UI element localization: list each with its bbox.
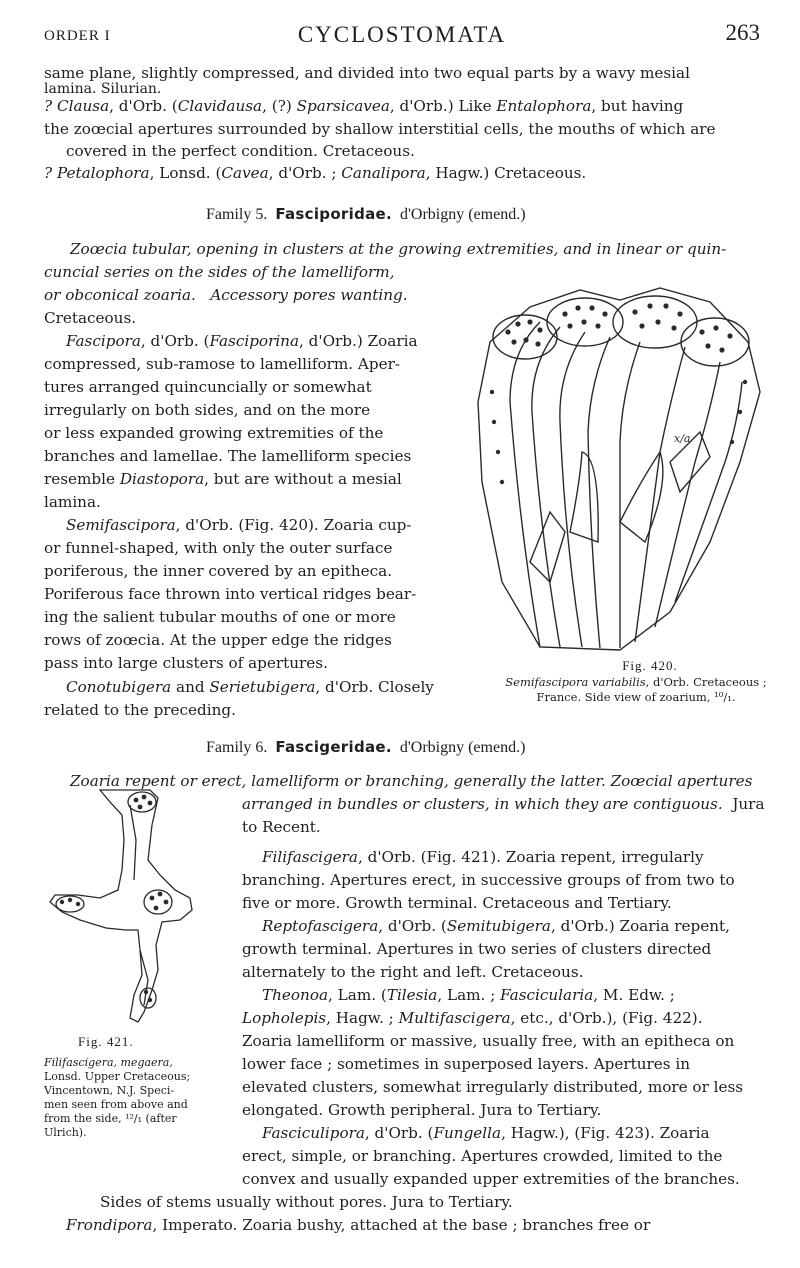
family-diagnosis: cuncial series on the sides of the lamelliform, xyxy=(44,263,395,281)
running-header xyxy=(44,16,760,52)
figure-marker: x/a xyxy=(674,432,691,445)
genus-name: ? Clausa xyxy=(44,97,110,115)
book-page: ORDER I CYCLOSTOMATA 263 same plane, slightly compressed, and divided into two equal parts by a wavy mesial lamina. Silurian. ? Clausa, d'Orb. (Clavidausa, (?) Sparsicavea, d'Orb.) Like Entalophora, but having the zoœcial apertures surrounded by shallow interstitial cells, the mouths of which are covered in the perfect condition. Cretaceous. ? Petalophora, Lonsd. (Cavea, d'Orb. ; Canalipora, Hagw.) Cretaceous. Family 5. Fasciporidae. d'Orbigny (emend.) Zoœcia tubular, opening in clusters at the growing extremities, and in linear or quin- cuncial series on the sides of the lamelliform, or obconical zoaria. Accessory pores wanting. Cretaceous. Fascipora, d'Orb. (Fasciporina, d'Orb.) Zoaria compressed, sub-ramose to lamelliform. Aper- tures arranged quincuncially or somewhat irregularly on both sides, and on the more or less expanded growing extremities of the branches and lamellae. The lamelliform species resemble Diastopora, but are without a mesial lamina. Semifascipora, d'Orb. (Fig. 420). Zoaria cup- or funnel-shaped, with only the outer surface poriferous, the inner covered by an epitheca. Poriferous face thrown into vertical ridges bear- ing the salient tubular mouths of one or more rows of zoœcia. At the upper edge the ridges pass into large clusters of apertures. Conotubigera and Serietubigera, d'Orb. Closely related to the preceding. x/a Fig. 420. Semifascipora variabilis, d'Orb. Cretaceous ; France. Side view of zoarium, ¹⁰/₁. Family 6. Fascigeridae. d'Orbigny (emend.) Zoaria repent or erect, lamelliform or branching, generally the latter. Zoœcial apertures arranged in bundles or clusters, in which they are contiguous. Jura to Recent. Fig. 421. Filifascigera, megaera, Lonsd. Upper Cretaceous; Vincentown, N.J. Speci- men seen from above and from the side, ¹²/₁ (after Ulrich). Filifascigera, d'Orb. (Fig. 421). Zoaria repent, irregularly branching. Apertures erect, in successive groups of from two to five or more. Growth terminal. Cretaceous and Tertiary. Reptofascigera, d'Orb. (Semitubigera, d'Orb.) Zoaria repent, growth terminal. Apertures in two series of clusters directed alternately to the right and left. Cretaceous. Theonoa, Lam. (Tilesia, Lam. ; Fascicularia, M. Edw. ; Lopholepis, Hagw. ; Multifascigera, etc., d'Orb.), (Fig. 422). Zoaria lamelliform or massive, usually free, with an epitheca on lower face ; sometimes in superposed layers. Apertures in elevated clusters, somewhat irregularly distributed, more or less elongated. Growth peripheral. Jura to Tertiary. Fasciculipora, d'Orb. (Fungella, Hagw.), (Fig. 423). Zoaria erect, simple, or branching. Apertures crowded, limited to the convex and usually expanded upper extremities of the branches. Sides of stems usually without pores. Jura to Tertiary. Frondipora, Imperato. Zoaria bushy, attached at the base ; branches free or xyxy=(0,0,800,1268)
figure-420-label: Fig. 420. xyxy=(622,658,678,673)
page-title: CYCLOSTOMATA xyxy=(297,22,507,47)
family-diagnosis: or obconical zoaria. Accessory pores wanting. xyxy=(44,286,408,304)
family-heading: Family 5. Fasciporidae. d'Orbigny (emend.) xyxy=(206,205,526,223)
text-line: the zoœcial apertures surrounded by shallow interstitial cells, the mouths of which are xyxy=(44,120,716,138)
page-number: 263 xyxy=(725,20,760,45)
family-heading: Family 6. Fascigeridae. d'Orbigny (emend.) xyxy=(206,738,526,756)
text-line: to Recent. xyxy=(242,818,321,836)
family-diagnosis: Zoœcia tubular, opening in clusters at the growing extremities, and in linear or quin- xyxy=(70,240,727,258)
family-diagnosis: arranged in bundles or clusters, in which they are contiguous. Jura xyxy=(242,795,765,813)
text-line: ? Clausa, d'Orb. (Clavidausa, (?) Sparsicavea, d'Orb.) Like Entalophora, but having xyxy=(44,97,684,115)
figure-420-illustration xyxy=(470,282,770,652)
text-line: covered in the perfect condition. Cretaceous. xyxy=(66,142,415,160)
order-label: ORDER I xyxy=(44,28,111,44)
figure-420-caption: France. Side view of zoarium, ¹⁰/₁. xyxy=(536,690,736,704)
text-line: same plane, slightly compressed, and divided into two equal parts by a wavy mesial xyxy=(44,64,690,82)
text-line: ? Petalophora, Lonsd. (Cavea, d'Orb. ; Canalipora, Hagw.) Cretaceous. xyxy=(44,164,587,182)
figure-420-caption: Semifascipora variabilis, d'Orb. Cretaceous ; xyxy=(505,675,767,689)
figure-421-illustration xyxy=(40,780,230,1030)
text-line: lamina. Silurian. xyxy=(44,81,162,97)
figure-421-label: Fig. 421. xyxy=(78,1034,134,1049)
family-diagnosis: Zoaria repent or erect, lamelliform or branching, generally the latter. Zoœcial apertures xyxy=(70,772,753,790)
genus-name: ? Petalophora xyxy=(44,164,150,182)
text-line: Cretaceous. xyxy=(44,309,137,327)
